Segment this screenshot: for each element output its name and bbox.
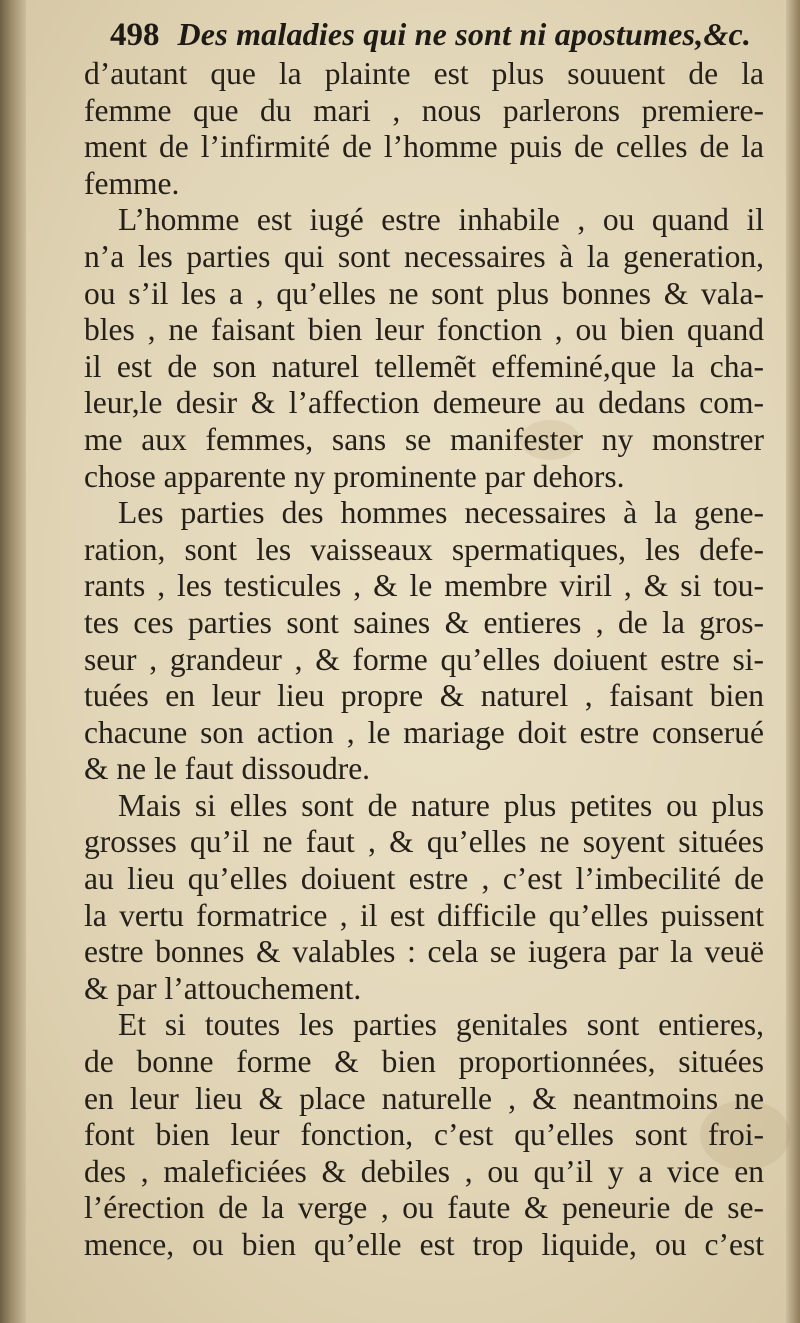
body-text: [84, 56, 764, 1264]
text-line: femme que du mari , nous parlerons premiere-: [84, 92, 764, 128]
text-line: leur,le desir & l’affection demeure au dedans com-: [84, 385, 764, 421]
text-line: mence, ou bien qu’elle est trop liquide, ou c’est: [84, 1227, 764, 1262]
text-line: Les parties des hommes necessaires à la gene-: [118, 495, 764, 531]
running-title: Des maladies qui ne sont ni apostumes,&c.: [177, 16, 752, 52]
text-line: seur , grandeur , & forme qu’elles doiuent estre si-: [84, 641, 764, 677]
text-line: tuées en leur lieu propre & naturel , faisant bien: [84, 678, 764, 714]
text-line: L’homme est iugé estre inhabile , ou quand il: [118, 202, 764, 238]
text-line: d’autant que la plainte est plus souuent de la: [84, 56, 764, 91]
page-binding-shadow: [0, 0, 26, 1323]
text-line: la vertu formatrice , il est difficile qu’elles puissent: [84, 897, 764, 933]
text-line: femme.: [84, 165, 180, 201]
text-line: ration, sont les vaisseaux spermatiques, les defe-: [84, 531, 764, 567]
text-line: ou s’il les a , qu’elles ne sont plus bonnes & vala-: [84, 275, 764, 311]
text-line: Mais si elles sont de nature plus petites ou plus: [118, 787, 764, 823]
text-line: tes ces parties sont saines & entieres , de la gros-: [84, 604, 764, 640]
text-line: font bien leur fonction, c’est qu’elles sont froi-: [84, 1117, 764, 1153]
text-line: estre bonnes & valables : cela se iugera par la veuë: [84, 934, 764, 970]
text-line: des , maleficiées & debiles , ou qu’il y a vice en: [84, 1153, 764, 1189]
text-line: me aux femmes, sans se manifester ny monstrer: [84, 421, 764, 457]
text-line: chacune son action , le mariage doit estre conserué: [84, 714, 764, 750]
text-line: Et si toutes les parties genitales sont entieres,: [118, 1007, 764, 1043]
text-line: en leur lieu & place naturelle , & neantmoins ne: [84, 1080, 764, 1116]
text-line: de bonne forme & bien proportionnées, situées: [84, 1044, 764, 1080]
text-line: au lieu qu’elles doiuent estre , c’est l’imbecilité de: [84, 861, 764, 897]
page-number: 498: [110, 17, 160, 53]
text-line: l’érection de la verge , ou faute & peneurie de se-: [84, 1190, 764, 1226]
text-line: il est de son naturel tellemẽt effeminé,que la cha-: [84, 348, 764, 384]
text-line: & ne le faut dissoudre.: [84, 751, 371, 787]
text-line: grosses qu’il ne faut , & qu’elles ne soyent situées: [84, 824, 764, 860]
text-line: bles , ne faisant bien leur fonction , ou bien quand: [84, 312, 764, 348]
text-line: & par l’attouchement.: [84, 970, 362, 1006]
text-line: ment de l’infirmité de l’homme puis de celles de la: [84, 129, 764, 165]
text-line: rants , les testicules , & le membre viril , & si tou-: [84, 568, 764, 604]
text-line: chose apparente ny prominente par dehors.: [84, 458, 625, 494]
text-line: n’a les parties qui sont necessaires à la generation,: [84, 238, 764, 274]
